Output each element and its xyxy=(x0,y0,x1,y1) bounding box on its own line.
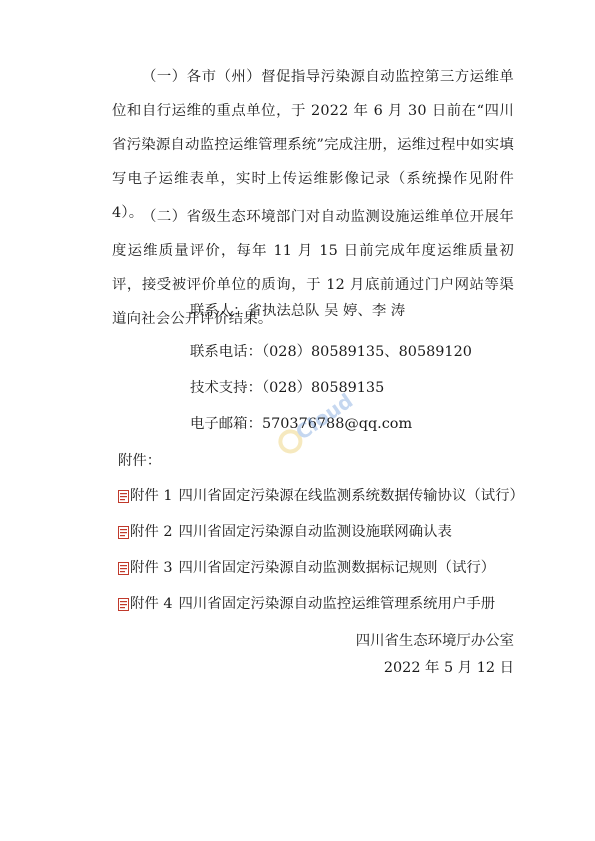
attachment-number: 附件 1 xyxy=(130,488,173,504)
attachment-number: 附件 4 xyxy=(130,596,173,612)
icloud-watermark-icon xyxy=(258,378,358,468)
attachment-number: 附件 3 xyxy=(130,560,173,576)
attachment-title: 四川省固定污染源自动监控运维管理系统用户手册 xyxy=(178,596,496,612)
contact-email: 电子邮箱：570376788@qq.com xyxy=(190,416,413,432)
pdf-icon xyxy=(118,490,129,503)
pdf-icon xyxy=(118,598,129,611)
attachment-link-1[interactable] xyxy=(118,486,524,506)
contact-phone: 联系电话：（028）80589135、80589120 xyxy=(190,344,472,360)
attachment-title: 四川省固定污染源在线监测系统数据传输协议（试行） xyxy=(178,488,524,504)
attachment-link-3[interactable] xyxy=(118,558,495,578)
attachment-title: 四川省固定污染源自动监测设施联网确认表 xyxy=(178,524,452,540)
contact-person: 联系人：省执法总队 吴 婷、李 涛 xyxy=(190,303,406,319)
paragraph-1: （一）各市（州）督促指导污染源自动监控第三方运维单位和自行运维的重点单位，于 2022 年 6 月 30 日前在“四川省污染源自动监控运维管理系统”完成注册，运维过程中如实填写电子运维表单，实时上传运维影像记录（系统操作见附件 4）。 xyxy=(112,69,514,221)
attachment-number: 附件 2 xyxy=(130,524,173,540)
contact-support: 技术支持：（028）80589135 xyxy=(190,380,385,396)
svg-text:Cloud: Cloud xyxy=(291,388,358,445)
pdf-icon xyxy=(118,526,129,539)
attachment-link-2[interactable] xyxy=(118,522,452,542)
issue-date: 2022 年 5 月 12 日 xyxy=(383,660,514,676)
attachment-link-4[interactable] xyxy=(118,594,495,614)
attachments-heading: 附件： xyxy=(118,453,162,469)
paragraph-2: （二）省级生态环境部门对自动监测设施运维单位开展年度运维质量评价，每年 11 月 15 日前完成年度运维质量初评，接受被评价单位的质询，于 12 月底前通过门户网站等渠道向社会公开评价结果。 xyxy=(112,209,514,327)
pdf-icon xyxy=(118,562,129,575)
issuing-office: 四川省生态环境厅办公室 xyxy=(355,633,514,649)
attachment-title: 四川省固定污染源自动监测数据标记规则（试行） xyxy=(178,560,496,576)
